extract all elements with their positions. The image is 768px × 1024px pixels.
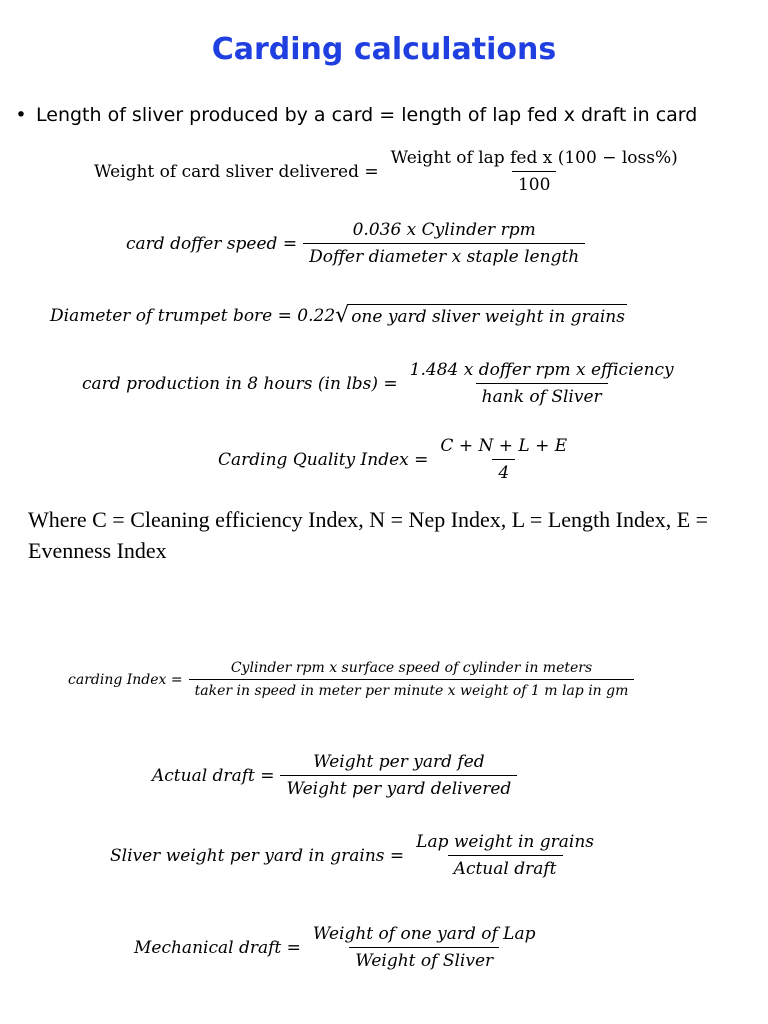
equation-actual-draft xyxy=(152,752,517,799)
numerator: Weight of one yard of Lap xyxy=(312,924,536,944)
equation-sliver-weight xyxy=(110,832,600,879)
equation-lhs: Mechanical draft = xyxy=(134,937,301,958)
equation-mechanical-draft xyxy=(134,924,542,971)
equation-lhs: Carding Quality Index = xyxy=(218,449,429,470)
equation-lhs: Weight of card sliver delivered = xyxy=(94,161,379,182)
fraction xyxy=(189,660,635,699)
denominator: Weight per yard delivered xyxy=(280,775,517,799)
fraction xyxy=(307,924,542,971)
square-root xyxy=(335,304,627,327)
equation-lhs: Sliver weight per yard in grains = xyxy=(110,845,405,866)
equation-doffer-speed xyxy=(126,220,585,267)
numerator: 1.484 x doffer rpm x efficiency xyxy=(409,360,674,380)
numerator: Cylinder rpm x surface speed of cylinder in meters xyxy=(230,660,593,676)
equation-card-production xyxy=(82,360,680,407)
equation-lhs: card production in 8 hours (in lbs) = xyxy=(82,373,398,394)
equation-weight-sliver xyxy=(94,148,684,195)
denominator: 100 xyxy=(512,171,556,195)
radical-sign: √ xyxy=(335,303,350,328)
equation-carding-index xyxy=(68,660,634,699)
bullet-dot: • xyxy=(15,104,27,126)
denominator: hank of Sliver xyxy=(476,383,608,407)
fraction xyxy=(404,360,680,407)
denominator: Doffer diameter x staple length xyxy=(303,243,585,267)
numerator: 0.036 x Cylinder rpm xyxy=(352,220,536,240)
fraction xyxy=(434,436,573,483)
denominator: 4 xyxy=(492,459,515,483)
equation-lhs: Diameter of trumpet bore = 0.22 xyxy=(50,305,336,326)
numerator: Weight per yard fed xyxy=(313,752,485,772)
fraction xyxy=(303,220,585,267)
fraction xyxy=(385,148,684,195)
equation-lhs: carding Index = xyxy=(68,671,183,688)
fraction xyxy=(280,752,517,799)
bullet-item xyxy=(6,104,697,126)
equation-trumpet-bore xyxy=(50,304,627,327)
denominator: taker in speed in meter per minute x weight of 1 m lap in gm xyxy=(189,679,635,699)
bullet-text: Length of sliver produced by a card = length of lap fed x draft in card xyxy=(36,104,698,126)
page-title: Carding calculations xyxy=(211,32,557,67)
index-definitions: Where C = Cleaning efficiency Index, N = Nep Index, L = Length Index, E = Evenness Index xyxy=(28,507,709,563)
numerator: C + N + L + E xyxy=(440,436,568,456)
equation-lhs: card doffer speed = xyxy=(126,233,298,254)
radicand: one yard sliver weight in grains xyxy=(349,304,627,327)
fraction xyxy=(410,832,600,879)
denominator: Weight of Sliver xyxy=(349,947,499,971)
numerator: Weight of lap fed x (100 − loss%) xyxy=(390,148,678,168)
denominator: Actual draft xyxy=(448,855,563,879)
numerator: Lap weight in grains xyxy=(416,832,595,852)
equation-lhs: Actual draft = xyxy=(152,765,275,786)
equation-quality-index xyxy=(218,436,573,483)
